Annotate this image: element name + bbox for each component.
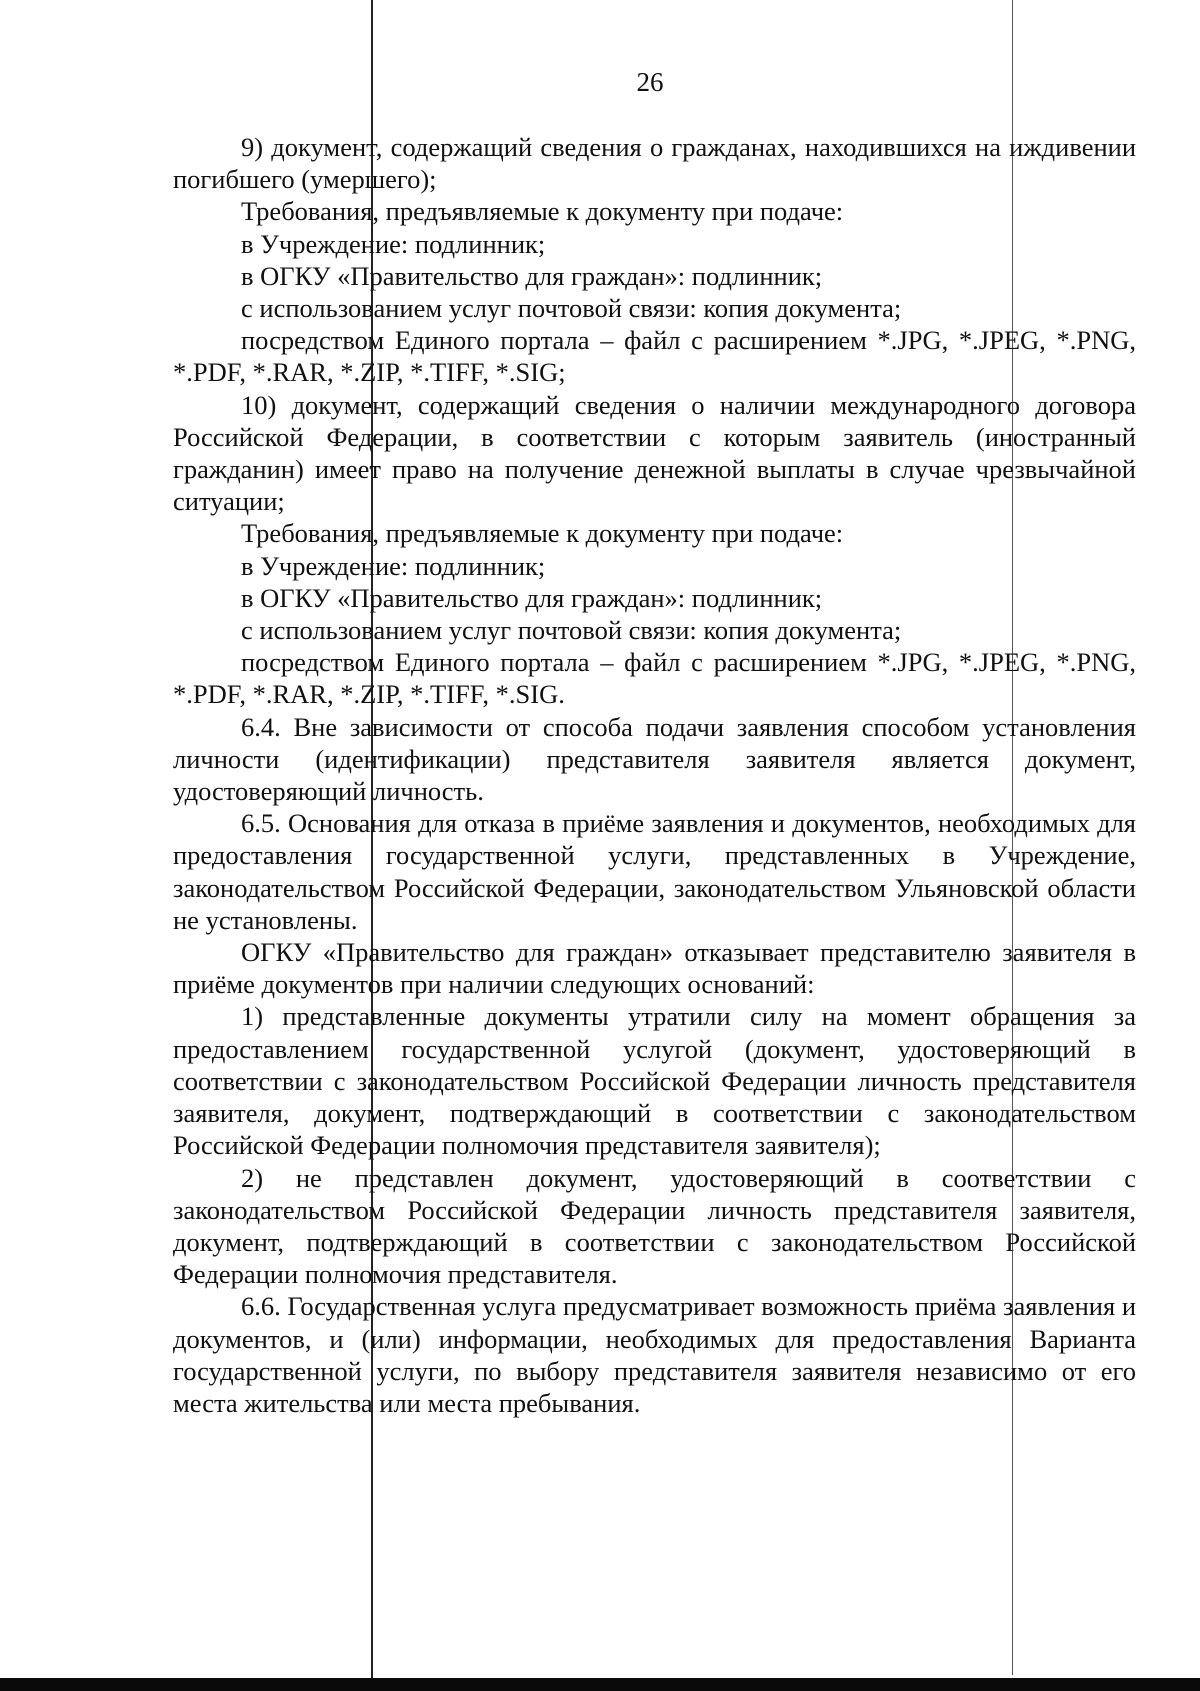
paragraph-section-6-6: 6.6. Государственная услуга предусматривает возможность приёма заявления и документов, и (или) информации, необходимых для предоставления Варианта государственной услуги, по выбору представителя заявителя независимо от его места жительства или места пребывания.: [173, 1291, 1136, 1418]
paragraph-ogku-refusal: ОГКУ «Правительство для граждан» отказывает представителю заявителя в приёме документов при наличии следующих оснований:: [173, 937, 1136, 1000]
paragraph-requirement-post: с использованием услуг почтовой связи: копия документа;: [241, 615, 902, 646]
paragraph-requirement-institution: в Учреждение: подлинник;: [241, 228, 546, 259]
paragraph-requirement-ogku: в ОГКУ «Правительство для граждан»: подлинник;: [241, 582, 823, 613]
scan-bottom-border: [0, 1678, 1200, 1691]
document-body: [173, 131, 1136, 1419]
paragraph-item-9: 9) документ, содержащий сведения о гражданах, находившихся на иждивении погибшего (умершего);: [173, 132, 1136, 195]
paragraph-item-10: 10) документ, содержащий сведения о наличии международного договора Российской Федерации, в соответствии с которым заявитель (иностранный гражданин) имеет право на получение денежной выплаты в случае чрезвычайной ситуации;: [173, 389, 1136, 517]
paragraph-requirement-institution: в Учреждение: подлинник;: [241, 550, 546, 581]
paragraph-requirements-heading: Требования, предъявляемые к документу при подаче:: [241, 518, 844, 549]
paragraph-requirements-heading: Требования, предъявляемые к документу при подаче:: [241, 196, 844, 227]
paragraph-refusal-reason-1: 1) представленные документы утратили силу на момент обращения за предоставлением государственной услугой (документ, удостоверяющий в соответствии с законодательством Российской Федерации личность представителя заявителя, документ, подтверждающий в соответствии с законодательством Российской Федерации полномочия представителя заявителя);: [173, 1001, 1136, 1161]
page-number: 26: [636, 67, 664, 97]
paragraph-refusal-reason-2: 2) не представлен документ, удостоверяющий в соответствии с законодательством Российской Федерации личность представителя заявителя, документ, подтверждающий в соответствии с законодательством Российской Федерации полномочия представителя.: [173, 1162, 1136, 1290]
paragraph-requirement-ogku: в ОГКУ «Правительство для граждан»: подлинник;: [241, 260, 823, 291]
paragraph-requirement-portal: посредством Единого портала – файл с расширением *.JPG, *.JPEG, *.PNG, *.PDF, *.RAR, *.ZIP, *.TIFF, *.SIG;: [173, 325, 1136, 388]
paragraph-requirement-post: с использованием услуг почтовой связи: копия документа;: [241, 293, 902, 324]
paragraph-section-6-4: 6.4. Вне зависимости от способа подачи заявления способом установления личности (идентификации) представителя заявителя является документ, удостоверяющий личность.: [173, 711, 1136, 807]
paragraph-section-6-5: 6.5. Основания для отказа в приёме заявления и документов, необходимых для предоставления государственной услуги, представленных в Учреждение, законодательством Российской Федерации, законодательством Ульяновской области не установлены.: [173, 808, 1136, 935]
paragraph-requirement-portal: посредством Единого портала – файл с расширением *.JPG, *.JPEG, *.PNG, *.PDF, *.RAR, *.ZIP, *.TIFF, *.SIG.: [173, 647, 1136, 710]
